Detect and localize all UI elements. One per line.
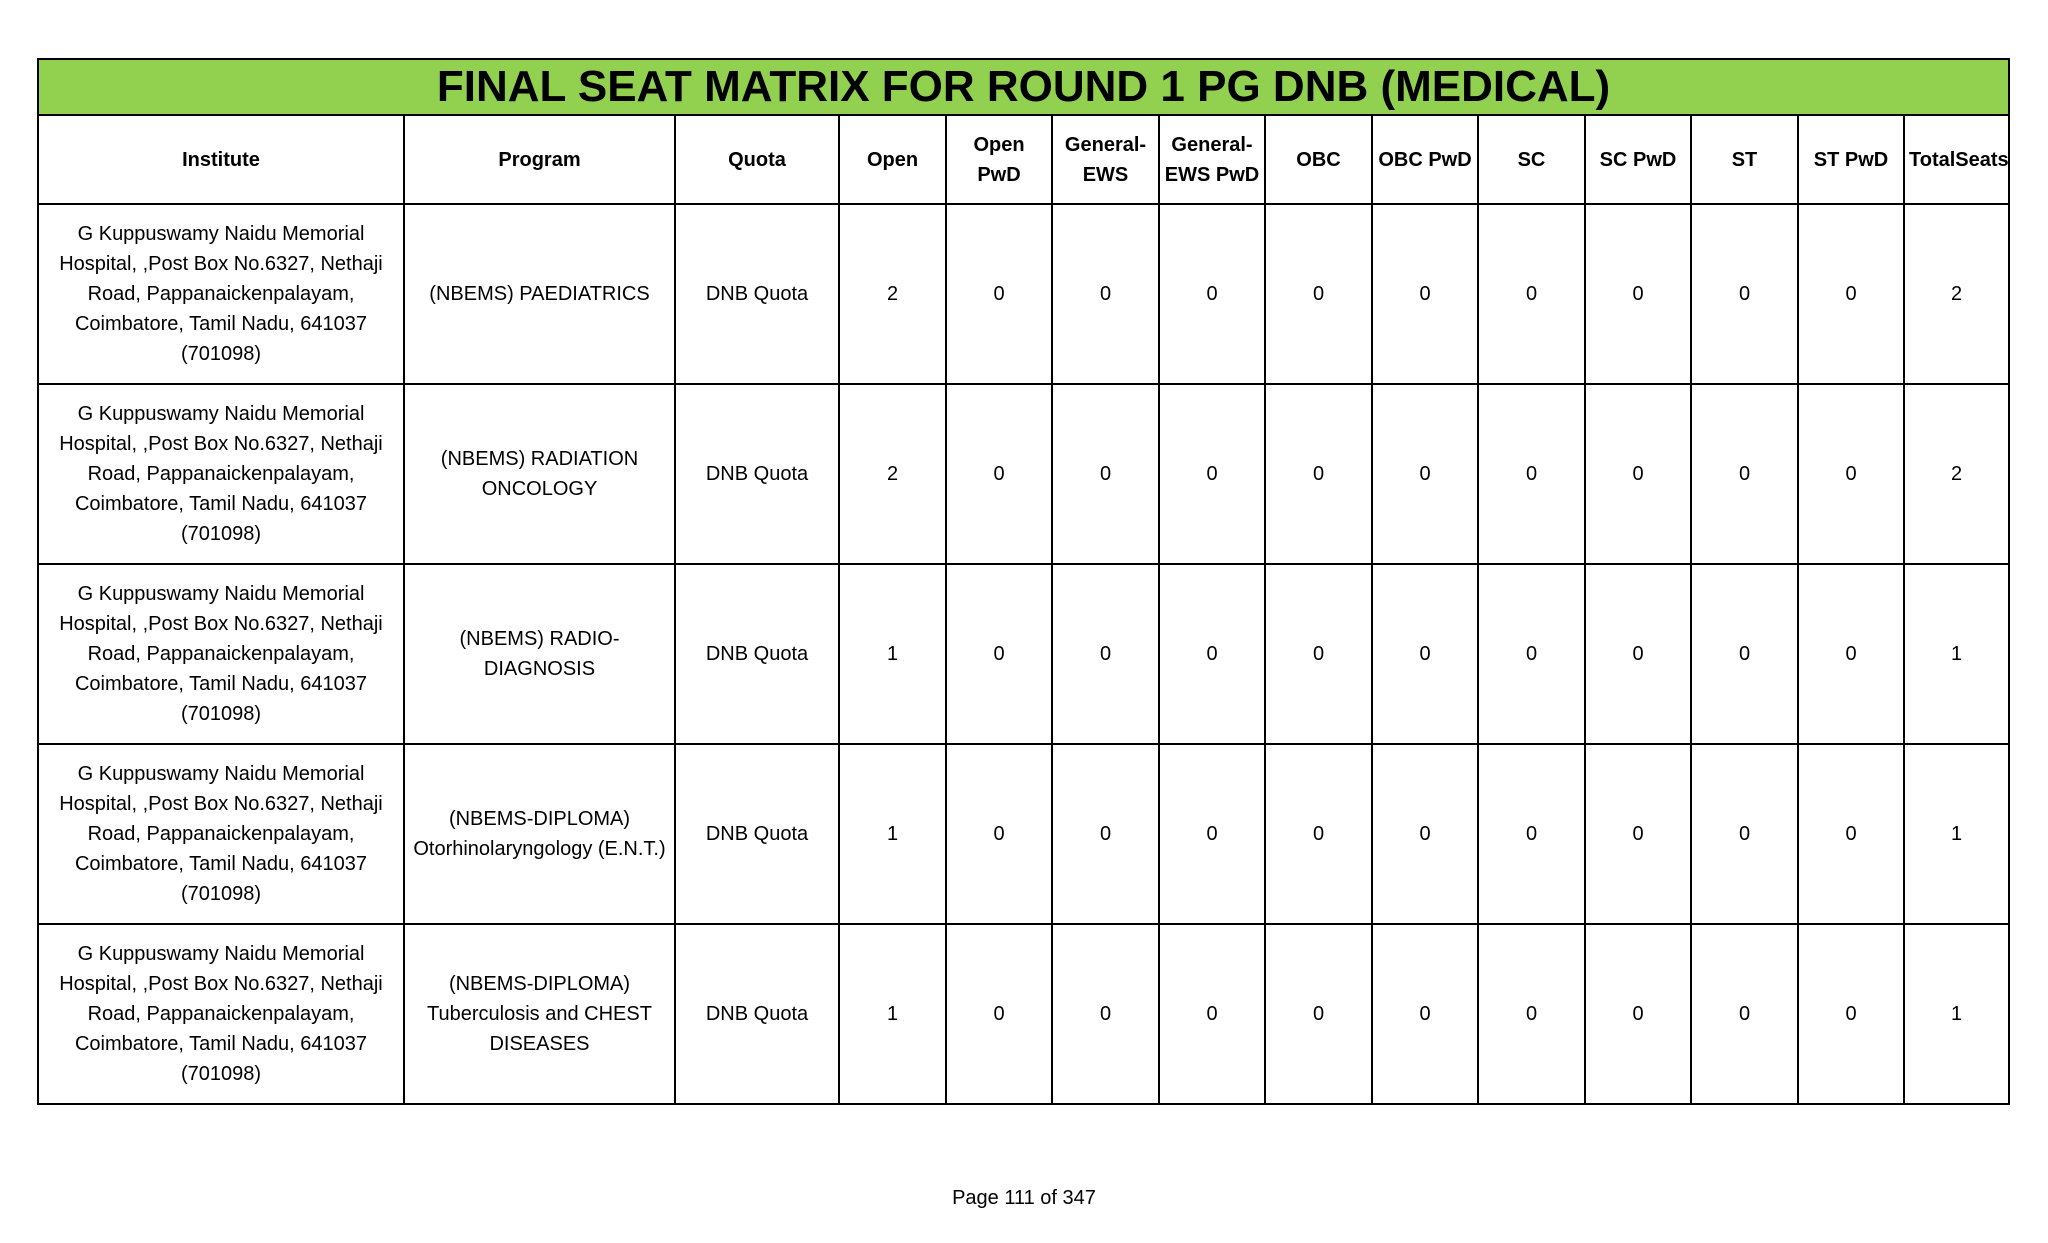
table-row — [38, 204, 2009, 384]
column-header-st-pwd: ST PwD — [1798, 115, 1904, 204]
sc-cell: 0 — [1478, 384, 1585, 564]
total-seats-cell: 1 — [1904, 744, 2009, 924]
obc-cell: 0 — [1265, 204, 1372, 384]
program-cell: (NBEMS) RADIO-DIAGNOSIS — [404, 564, 675, 744]
column-header-sc-pwd: SC PwD — [1585, 115, 1691, 204]
header-row — [38, 115, 2009, 204]
st-pwd-cell: 0 — [1798, 924, 1904, 1104]
general-ews-pwd-cell: 0 — [1159, 204, 1265, 384]
table-row — [38, 744, 2009, 924]
column-header-total-seats: TotalSeats — [1904, 115, 2009, 204]
total-seats-cell: 2 — [1904, 384, 2009, 564]
obc-pwd-cell: 0 — [1372, 744, 1478, 924]
quota-cell: DNB Quota — [675, 744, 839, 924]
column-header-sc: SC — [1478, 115, 1585, 204]
obc-pwd-cell: 0 — [1372, 384, 1478, 564]
program-cell: (NBEMS-DIPLOMA) Tuberculosis and CHEST DISEASES — [404, 924, 675, 1104]
st-cell: 0 — [1691, 744, 1798, 924]
open-pwd-cell: 0 — [946, 204, 1052, 384]
general-ews-cell: 0 — [1052, 384, 1159, 564]
general-ews-cell: 0 — [1052, 564, 1159, 744]
table-row — [38, 564, 2009, 744]
total-seats-cell: 2 — [1904, 204, 2009, 384]
sc-pwd-cell: 0 — [1585, 924, 1691, 1104]
general-ews-cell: 0 — [1052, 204, 1159, 384]
st-cell: 0 — [1691, 384, 1798, 564]
sc-cell: 0 — [1478, 564, 1585, 744]
st-pwd-cell: 0 — [1798, 744, 1904, 924]
open-cell: 1 — [839, 924, 946, 1104]
quota-cell: DNB Quota — [675, 204, 839, 384]
column-header-general-ews: General-EWS — [1052, 115, 1159, 204]
obc-pwd-cell: 0 — [1372, 924, 1478, 1104]
obc-cell: 0 — [1265, 384, 1372, 564]
st-cell: 0 — [1691, 204, 1798, 384]
st-cell: 0 — [1691, 924, 1798, 1104]
institute-cell: G Kuppuswamy Naidu Memorial Hospital, ,Post Box No.6327, Nethaji Road, Pappanaickenpalayam, Coimbatore, Tamil Nadu, 641037 (701098) — [38, 744, 404, 924]
institute-cell: G Kuppuswamy Naidu Memorial Hospital, ,Post Box No.6327, Nethaji Road, Pappanaickenpalayam, Coimbatore, Tamil Nadu, 641037 (701098) — [38, 384, 404, 564]
st-pwd-cell: 0 — [1798, 384, 1904, 564]
obc-cell: 0 — [1265, 564, 1372, 744]
open-pwd-cell: 0 — [946, 924, 1052, 1104]
program-cell: (NBEMS-DIPLOMA) Otorhinolaryngology (E.N.T.) — [404, 744, 675, 924]
obc-cell: 0 — [1265, 744, 1372, 924]
st-pwd-cell: 0 — [1798, 564, 1904, 744]
general-ews-pwd-cell: 0 — [1159, 384, 1265, 564]
quota-cell: DNB Quota — [675, 384, 839, 564]
page-number: Page 111 of 347 — [952, 1187, 1096, 1209]
st-cell: 0 — [1691, 564, 1798, 744]
open-pwd-cell: 0 — [946, 384, 1052, 564]
sc-pwd-cell: 0 — [1585, 564, 1691, 744]
table-row — [38, 384, 2009, 564]
quota-cell: DNB Quota — [675, 564, 839, 744]
table-row — [38, 924, 2009, 1104]
total-seats-cell: 1 — [1904, 924, 2009, 1104]
program-cell: (NBEMS) PAEDIATRICS — [404, 204, 675, 384]
open-cell: 1 — [839, 564, 946, 744]
program-cell: (NBEMS) RADIATION ONCOLOGY — [404, 384, 675, 564]
open-cell: 2 — [839, 384, 946, 564]
open-cell: 1 — [839, 744, 946, 924]
column-header-obc: OBC — [1265, 115, 1372, 204]
institute-cell: G Kuppuswamy Naidu Memorial Hospital, ,Post Box No.6327, Nethaji Road, Pappanaickenpalayam, Coimbatore, Tamil Nadu, 641037 (701098) — [38, 204, 404, 384]
sc-pwd-cell: 0 — [1585, 384, 1691, 564]
column-header-open-pwd: Open PwD — [946, 115, 1052, 204]
sc-cell: 0 — [1478, 744, 1585, 924]
column-header-open: Open — [839, 115, 946, 204]
column-header-program: Program — [404, 115, 675, 204]
open-pwd-cell: 0 — [946, 564, 1052, 744]
seat-matrix-table — [37, 58, 2010, 1105]
open-cell: 2 — [839, 204, 946, 384]
general-ews-pwd-cell: 0 — [1159, 744, 1265, 924]
institute-cell: G Kuppuswamy Naidu Memorial Hospital, ,Post Box No.6327, Nethaji Road, Pappanaickenpalayam, Coimbatore, Tamil Nadu, 641037 (701098) — [38, 924, 404, 1104]
column-header-institute: Institute — [38, 115, 404, 204]
sc-cell: 0 — [1478, 204, 1585, 384]
obc-cell: 0 — [1265, 924, 1372, 1104]
obc-pwd-cell: 0 — [1372, 204, 1478, 384]
column-header-obc-pwd: OBC PwD — [1372, 115, 1478, 204]
st-pwd-cell: 0 — [1798, 204, 1904, 384]
sc-pwd-cell: 0 — [1585, 744, 1691, 924]
general-ews-cell: 0 — [1052, 744, 1159, 924]
column-header-st: ST — [1691, 115, 1798, 204]
sc-pwd-cell: 0 — [1585, 204, 1691, 384]
column-header-general-ews-pwd: General-EWS PwD — [1159, 115, 1265, 204]
obc-pwd-cell: 0 — [1372, 564, 1478, 744]
column-header-quota: Quota — [675, 115, 839, 204]
general-ews-pwd-cell: 0 — [1159, 924, 1265, 1104]
general-ews-pwd-cell: 0 — [1159, 564, 1265, 744]
quota-cell: DNB Quota — [675, 924, 839, 1104]
open-pwd-cell: 0 — [946, 744, 1052, 924]
general-ews-cell: 0 — [1052, 924, 1159, 1104]
institute-cell: G Kuppuswamy Naidu Memorial Hospital, ,Post Box No.6327, Nethaji Road, Pappanaickenpalayam, Coimbatore, Tamil Nadu, 641037 (701098) — [38, 564, 404, 744]
page-title: FINAL SEAT MATRIX FOR ROUND 1 PG DNB (MEDICAL) — [38, 59, 2009, 115]
sc-cell: 0 — [1478, 924, 1585, 1104]
total-seats-cell: 1 — [1904, 564, 2009, 744]
